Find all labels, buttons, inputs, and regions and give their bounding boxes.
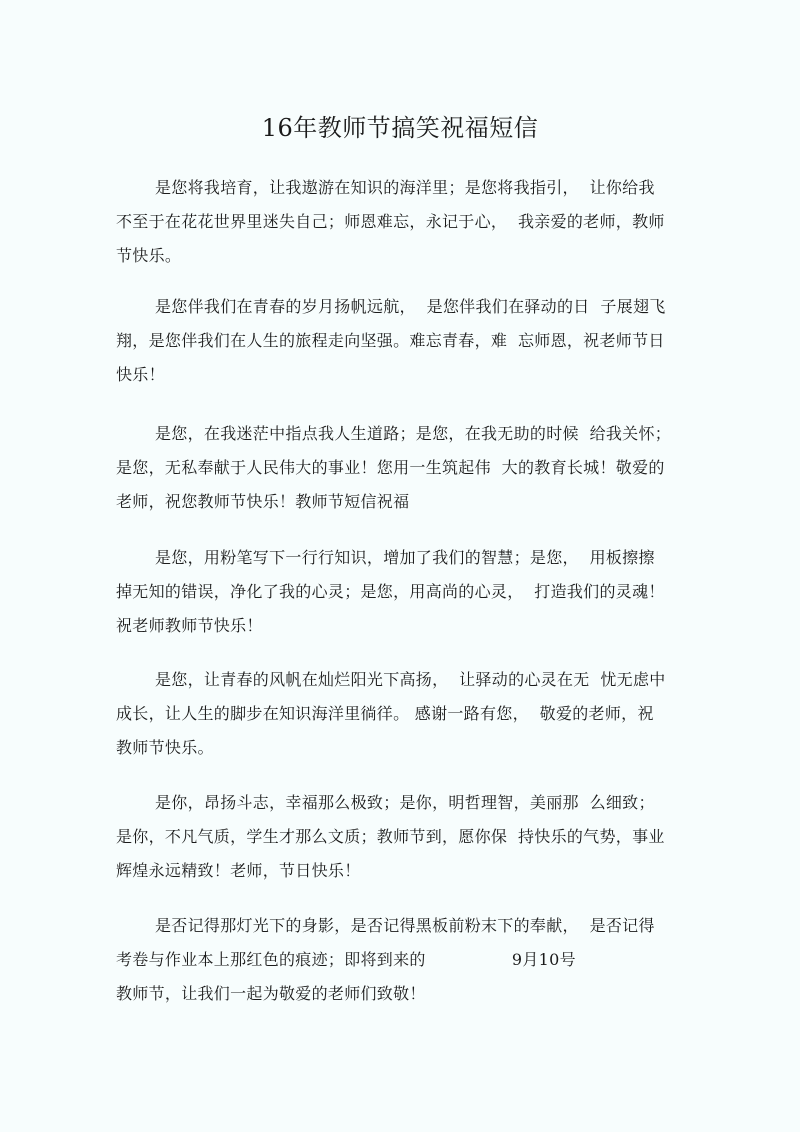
paragraph-6 [116, 786, 696, 888]
paragraph-line: 是您，用粉笔写下一行行知识，增加了我们的智慧；是您， 用板擦擦 [155, 548, 655, 567]
paragraph-5 [116, 663, 696, 765]
paragraph-line: 教师节快乐。 [116, 738, 214, 757]
paragraph-line: 是您，无私奉献于人民伟大的事业！您用一生筑起伟 大的教育长城！敬爱的 [116, 458, 665, 477]
paragraph-line: 是你，不凡气质，学生才那么文质；教师节到，愿你保 持快乐的气势，事业 [116, 827, 665, 846]
paragraph-line: 节快乐。 [116, 246, 182, 265]
paragraph-line: 是你，昂扬斗志，幸福那么极致；是你，明哲理智，美丽那 么细致； [155, 793, 655, 812]
paragraph-line: 考卷与作业本上那红色的痕迹；即将到来的 9月10号 [116, 950, 576, 969]
paragraph-line: 不至于在花花世界里迷失自己；师恩难忘，永记于心， 我亲爱的老师，教师 [116, 212, 665, 231]
paragraph-4 [116, 541, 696, 643]
paragraph-line: 是否记得那灯光下的身影，是否记得黑板前粉末下的奉献， 是否记得 [155, 916, 655, 935]
paragraph-line: 快乐！ [116, 365, 165, 384]
paragraph-line: 是您，让青春的风帆在灿烂阳光下高扬， 让驿动的心灵在无 忧无虑中 [155, 670, 666, 689]
paragraph-line: 成长，让人生的脚步在知识海洋里徜徉。 感谢一路有您， 敬爱的老师，祝 [116, 704, 654, 723]
paragraph-3 [116, 417, 696, 519]
paragraph-2 [116, 290, 696, 392]
paragraph-line: 老师，祝您教师节快乐！教师节短信祝福 [116, 492, 410, 511]
paragraph-line: 是您，在我迷茫中指点我人生道路；是您，在我无助的时候 给我关怀； [155, 424, 672, 443]
paragraph-line: 翔，是您伴我们在人生的旅程走向坚强。难忘青春，难 忘师恩，祝老师节日 [116, 331, 665, 350]
document-title: 16年教师节搞笑祝福短信 [261, 114, 539, 142]
paragraph-line: 祝老师教师节快乐！ [116, 616, 263, 635]
paragraph-line: 辉煌永远精致！老师，节日快乐！ [116, 861, 361, 880]
paragraph-line: 是您伴我们在青春的岁月扬帆远航， 是您伴我们在驿动的日 子展翅飞 [155, 297, 666, 316]
paragraph-1 [116, 171, 696, 273]
paragraph-line: 是您将我培育，让我遨游在知识的海洋里；是您将我指引， 让你给我 [155, 178, 655, 197]
paragraph-line: 教师节，让我们一起为敬爱的老师们致敬！ [116, 984, 426, 1003]
paragraph-line: 掉无知的错误，净化了我的心灵；是您，用高尚的心灵， 打造我们的灵魂！ [116, 582, 665, 601]
paragraph-7 [116, 909, 696, 1011]
